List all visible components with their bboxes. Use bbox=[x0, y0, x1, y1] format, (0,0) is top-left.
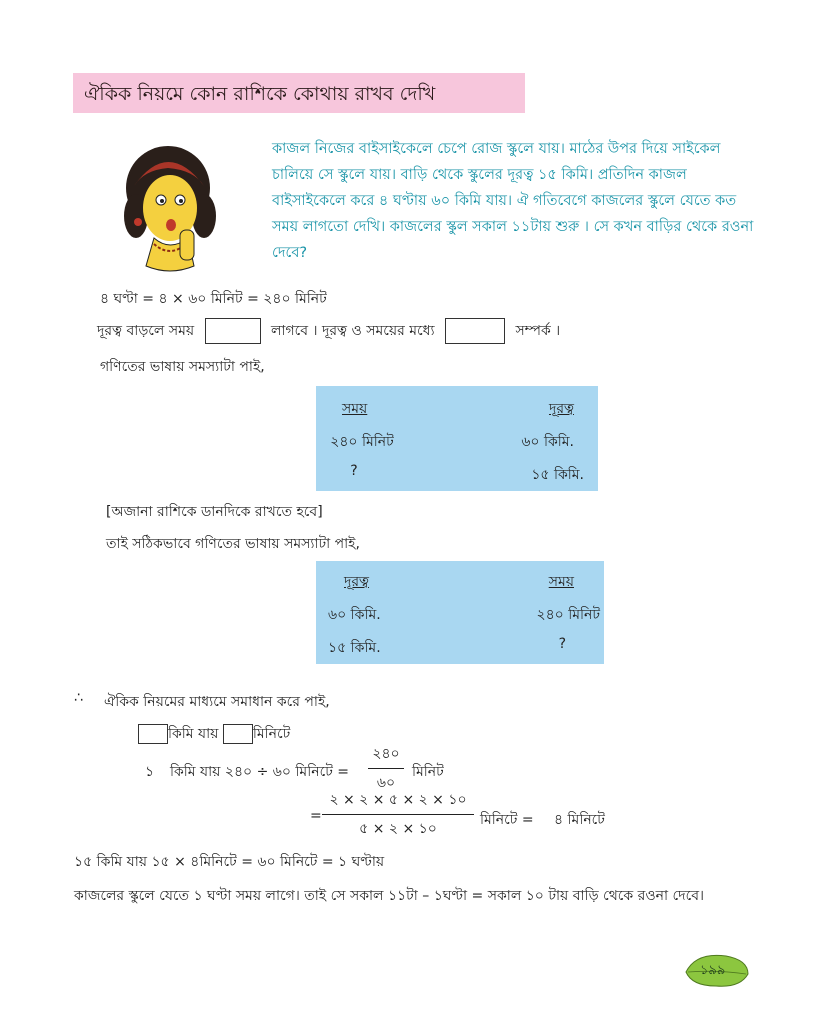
calc1-text: কিমি যায় ২৪০ ÷ ৬০ মিনিটে = bbox=[170, 764, 350, 780]
table2-header-time: সময় bbox=[548, 574, 574, 590]
calc1-frac-num: ২৪০ bbox=[372, 746, 400, 762]
calc2-fraction bbox=[322, 788, 474, 841]
calc1-frac-den: ৬০ bbox=[376, 775, 396, 791]
unitary-solution-line: ঐকিক নিয়মের মাধ্যমে সমাধান করে পাই, bbox=[104, 694, 330, 710]
table-time-distance bbox=[316, 386, 598, 491]
therefore-symbol: ∴ bbox=[74, 690, 83, 706]
table1-r1-left: ২৪০ মিনিট bbox=[330, 434, 394, 450]
table2-r2-right: ? bbox=[558, 636, 566, 652]
calc2-unit: মিনিটে = bbox=[480, 812, 534, 828]
table2-header-distance: দূরত্ব bbox=[344, 574, 370, 590]
relation-text-3: সম্পর্ক । bbox=[515, 323, 561, 339]
section-heading: ঐকিক নিয়মে কোন রাশিকে কোথায় রাখব দেখি bbox=[84, 83, 436, 105]
math-language-line: গণিতের ভাষায় সমস্যাটা পাই, bbox=[100, 359, 265, 375]
relation-question bbox=[97, 318, 560, 344]
answer-blank-km[interactable] bbox=[138, 724, 168, 744]
hours-to-minutes-line: ৪ ঘণ্টা = ৪ × ৬০ মিনিট = ২৪০ মিনিট bbox=[100, 291, 327, 307]
table2-r1-left: ৬০ কিমি. bbox=[328, 607, 381, 623]
table1-r2-right: ১৫ কিমি. bbox=[531, 467, 584, 483]
calc2-frac-den: ৫ × ২ × ১০ bbox=[359, 821, 437, 837]
relation-text-1: দূরত্ব বাড়লে সময় bbox=[97, 323, 195, 339]
girl-illustration bbox=[124, 146, 216, 280]
conclusion-paragraph: কাজলের স্কুলে যেতে ১ ঘণ্টা সময় লাগে। তাই সে সকাল ১১টা – ১ঘণ্টা = সকাল ১০ টায় বাড়ি থেকে রওনা দেবে। bbox=[74, 888, 704, 904]
note-line: [অজানা রাশিকে ডানদিকে রাখতে হবে] bbox=[106, 504, 323, 520]
calc1-unit: মিনিট bbox=[412, 764, 444, 780]
table2-r2-left: ১৫ কিমি. bbox=[328, 640, 381, 656]
answer-blank-minutes[interactable] bbox=[223, 724, 253, 744]
table1-header-distance: দূরত্ব bbox=[548, 401, 574, 417]
calc2-frac-num: ২ × ২ × ৫ × ২ × ১০ bbox=[329, 792, 467, 808]
intro-paragraph: কাজল নিজের বাইসাইকেলে চেপে রোজ স্কুলে যায়। মাঠের উপর দিয়ে সাইকেল চালিয়ে সে স্কুলে যায়। বাড়ি থেকে স্কুলের দূরত্ব ১৫ কিমি। প্রতিদিন কাজল বাইসাইকেলে করে ৪ ঘণ্টায় ৬০ কিমি যায়। ঐ গতিবেগে কাজলের স্কুলে যেতে কত সময় লাগতো দেখি। কাজলের স্কুল সকাল ১১টায় শুরু । সে কখন বাড়ির থেকে রওনা দেবে? bbox=[272, 141, 754, 261]
blank-line-text-a: কিমি যায় bbox=[168, 726, 219, 742]
table-distance-time bbox=[316, 561, 604, 664]
table1-header-time: সময় bbox=[342, 401, 368, 417]
answer-blank-time[interactable] bbox=[205, 318, 261, 344]
blank-fill-line bbox=[138, 722, 290, 746]
table1-r1-right: ৬০ কিমি. bbox=[521, 434, 574, 450]
fifteen-km-line: ১৫ কিমি যায় ১৫ × ৪মিনিটে = ৬০ মিনিটে = ১ ঘণ্টায় bbox=[74, 854, 385, 870]
blank-line-text-b: মিনিটে bbox=[252, 726, 291, 742]
table1-r2-left: ? bbox=[350, 463, 358, 479]
calc2-result: ৪ মিনিটে bbox=[554, 812, 605, 828]
answer-blank-relation[interactable] bbox=[445, 318, 505, 344]
page-number: ১৯৯ bbox=[700, 963, 726, 978]
calc2-eq: = bbox=[310, 808, 322, 824]
correct-math-language-line: তাই সঠিকভাবে গণিতের ভাষায় সমস্যাটা পাই, bbox=[106, 536, 360, 552]
table2-r1-right: ২৪০ মিনিট bbox=[536, 607, 600, 623]
calc1-num: ১ bbox=[145, 764, 155, 780]
relation-text-2: লাগবে । দূরত্ব ও সময়ের মধ্যে bbox=[271, 323, 435, 339]
